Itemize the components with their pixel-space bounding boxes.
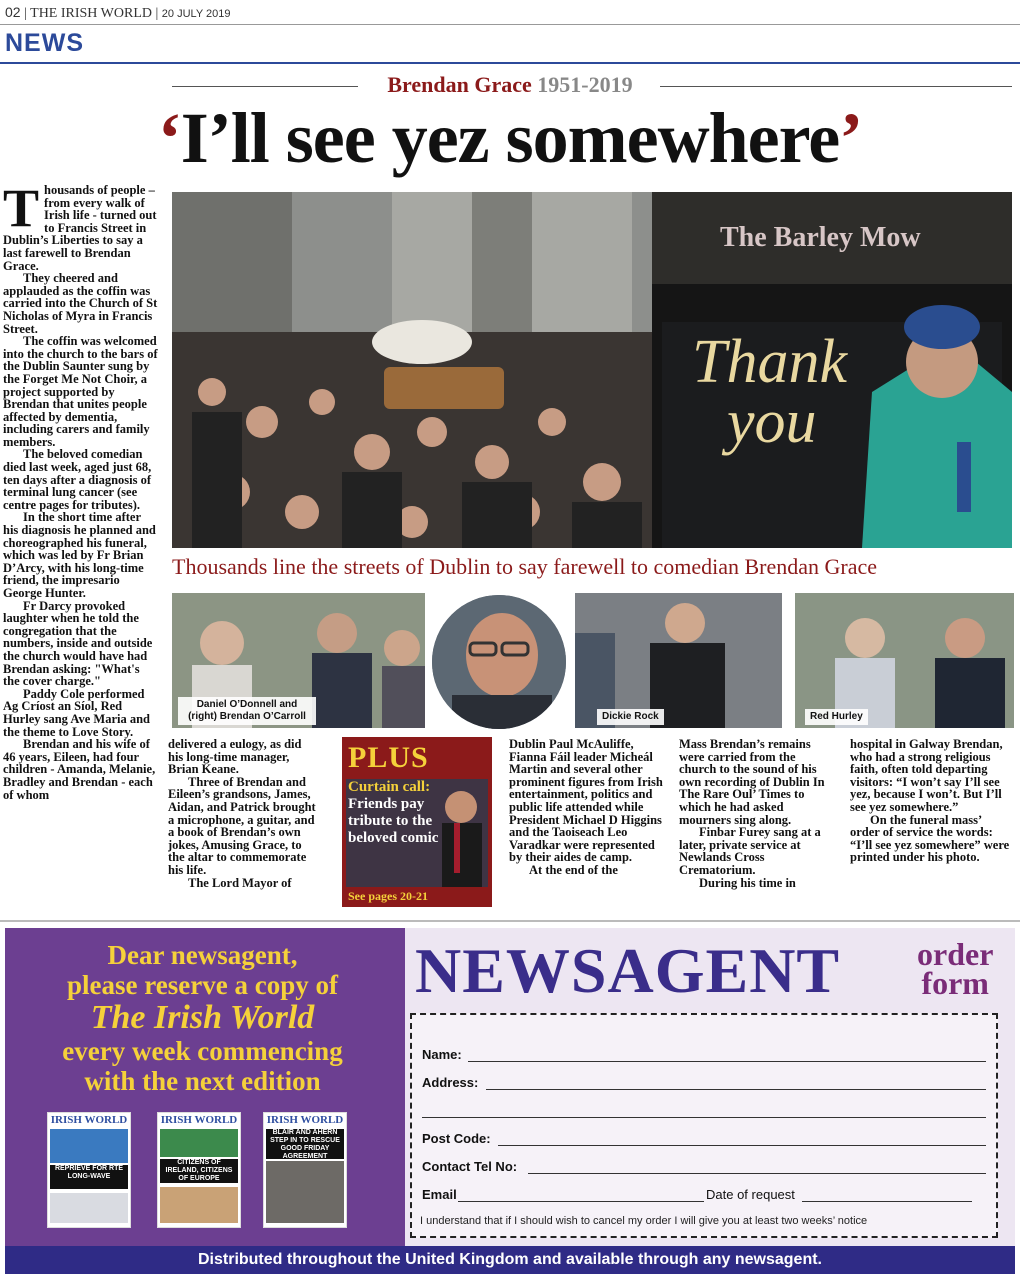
email-field-label: Email — [422, 1187, 457, 1202]
address-field[interactable] — [486, 1089, 986, 1090]
ad-promo-text — [5, 940, 400, 1096]
main-photo — [172, 192, 1012, 548]
page-number: 02 — [5, 4, 21, 20]
postcode-field-label: Post Code: — [422, 1131, 491, 1146]
photo-label: Daniel O’Donnell and (right) Brendan O’Carroll — [178, 697, 316, 725]
paragraph: Finbar Furey sang at a later, private service at Newlands Cross Crematorium. — [679, 825, 821, 877]
plus-line-2: Friends pay tribute to the beloved comic — [348, 796, 439, 846]
cover-image — [50, 1129, 128, 1163]
drop-cap: T — [3, 184, 40, 238]
email-field[interactable] — [458, 1201, 704, 1202]
cover-image — [160, 1129, 238, 1157]
paragraph: The Lord Mayor of — [188, 875, 292, 890]
kicker-years: 1951-2019 — [537, 72, 633, 97]
article-column-4 — [679, 738, 834, 908]
tel-field[interactable] — [528, 1173, 986, 1174]
section-title: NEWS — [5, 29, 84, 57]
mural-sign: The Barley Mow — [720, 222, 921, 253]
tel-field-label: Contact Tel No: — [422, 1159, 518, 1174]
header-rule — [0, 24, 1020, 25]
ad-line: every week commencing — [62, 1036, 343, 1066]
plus-photo — [346, 779, 488, 887]
publication-name: THE IRISH WORLD — [30, 6, 152, 21]
paragraph: At the end of the — [529, 862, 618, 877]
article-column-5 — [850, 738, 1010, 908]
mural-thank: Thank — [692, 328, 847, 396]
order-word: order — [917, 936, 994, 972]
paragraph: Brendan and his wife of 46 years, Eileen, had four children - Amanda, Melanie, Bradley and Brendan - each of whom — [3, 737, 156, 802]
plus-title: PLUS — [348, 741, 429, 774]
paragraph: On the funeral mass’ order of service the words: “I’ll see yez somewhere” were printed under his photo. — [850, 812, 1010, 865]
kicker — [0, 72, 1020, 98]
cover-headline: CITIZENS OF IRELAND, CITIZENS OF EUROPE — [160, 1159, 238, 1183]
paragraph: Paddy Cole performed Ag Críost an Síol, Red Hurley sang Ave Maria and the theme to Love Story. — [3, 686, 150, 739]
paragraph: Three of Brendan and Eileen’s grandsons, James, Aidan, and Patrick brought a microphone, a guitar, and a book of Brendan’s own jokes, Amusing Grace, to the altar to commemorate his life. — [168, 774, 316, 877]
ad-promo — [5, 928, 400, 1246]
article-column-3 — [509, 738, 664, 908]
cover-masthead: IRISH WORLD — [158, 1113, 240, 1127]
photo-label: Dickie Rock — [597, 709, 664, 725]
photo-brendan-ocarroll — [432, 595, 566, 729]
headline-close-quote: ’ — [839, 98, 863, 178]
ad-paper-title: The Irish World — [90, 999, 315, 1036]
form-word: form — [921, 965, 989, 1001]
plus-teaser[interactable] — [342, 737, 492, 907]
paragraph: hospital in Galway Brendan, who had a strong religious faith, often told departing visitors: “I won’t say I’ll see yez, because I won’t. But I’ll see yez somewhere.” — [850, 738, 1003, 814]
paragraph: They cheered and applauded as the coffin was carried into the Church of St Nicholas of Myra in Francis Street. — [3, 271, 158, 336]
cover-masthead: IRISH WORLD — [48, 1113, 130, 1127]
cover-headline: BLAIR AND AHERN STEP IN TO RESCUE GOOD FRIDAY AGREEMENT — [266, 1129, 344, 1159]
paragraph: In the short time after his diagnosis he planned and choreographed his funeral, which was led by Fr Brian D’Arcy, with his long-time friend, the impresario George Hunter. — [3, 510, 156, 600]
order-form-subtitle — [917, 936, 994, 1001]
order-form — [410, 1013, 998, 1238]
page-folio: 02 | THE IRISH WORLD | 20 JULY 2019 — [5, 4, 231, 21]
name-field[interactable] — [468, 1061, 986, 1062]
cover-body — [160, 1187, 238, 1223]
page-divider — [0, 920, 1020, 922]
issue-date: 20 JULY 2019 — [161, 8, 231, 20]
ad-line: Dear newsagent, — [107, 940, 298, 970]
name-field-label: Name: — [422, 1047, 462, 1062]
cover-thumbnail — [47, 1112, 131, 1228]
cover-thumbnail — [157, 1112, 241, 1228]
photo-red-hurley — [795, 593, 1014, 728]
distribution-banner: Distributed throughout the United Kingdom and available through any newsagent. — [5, 1246, 1015, 1274]
address-field-label: Address: — [422, 1075, 479, 1090]
order-form-title: NEWSAGENT — [415, 935, 841, 1006]
postcode-field[interactable] — [498, 1145, 986, 1146]
plus-headline — [348, 779, 440, 847]
cover-masthead: IRISH WORLD — [264, 1113, 346, 1127]
photo-daniel-odonnell — [172, 593, 425, 728]
address-field-line-2[interactable] — [422, 1117, 986, 1118]
paragraph: delivered a eulogy, as did his long-time manager, Brian Keane. — [168, 738, 302, 777]
plus-see-pages: See pages 20-21 — [348, 889, 428, 903]
ad-line: with the next edition — [84, 1066, 321, 1096]
cover-image — [266, 1161, 344, 1223]
cancel-notice: I understand that if I should wish to cancel my order I will give you at least two weeks’ notice — [420, 1215, 868, 1227]
paragraph: The coffin was welcomed into the church to the bars of the Dublin Saunter sung by the Forget Me Not Choir, a project supported by Brendan that unites people affected by dementia, including carers and family members. — [3, 334, 158, 449]
order-form-panel — [405, 928, 1015, 1246]
photo-dickie-rock — [575, 593, 782, 728]
headline-text: I’ll see yez somewhere — [180, 98, 840, 178]
cover-headline: REPRIEVE FOR RTE LONG-WAVE — [50, 1165, 128, 1189]
main-photo-caption: Thousands line the streets of Dublin to say farewell to comedian Brendan Grace — [172, 554, 877, 579]
article-column-2 — [168, 738, 318, 908]
date-field-label: Date of request — [706, 1187, 795, 1202]
kicker-name: Brendan Grace — [387, 72, 532, 97]
cover-thumbnail — [263, 1112, 347, 1228]
section-rule — [0, 62, 1020, 64]
cover-body — [50, 1193, 128, 1223]
newsagent-ad — [5, 928, 1015, 1274]
paragraph: Mass Brendan’s remains were carried from the church to the sound of his own recording of Dublin In The Rare Oul’ Times to which he had asked mourners sing along. — [679, 738, 825, 827]
paragraph: During his time in — [699, 875, 796, 890]
photo-label: Red Hurley — [805, 709, 868, 725]
paragraph: Fr Darcy provoked laughter when he told the congregation that the numbers, inside and outside the church would have had Brendan asking: "What's the cover charge." — [3, 598, 153, 689]
headline — [0, 98, 1020, 178]
plus-line-1: Curtain call: — [348, 779, 431, 795]
paragraph: Dublin Paul McAuliffe, Fianna Fáil leader Micheál Martin and several other prominent figures from Irish entertainment, politics and public life attended while President Michael D Higgins and the Taoiseach Leo Varadkar were represented by their aides de camp. — [509, 738, 663, 865]
paragraph: The beloved comedian died last week, aged just 68, ten days after a diagnosis of terminal lung cancer (see centre pages for tributes). — [3, 447, 152, 512]
ad-line: please reserve a copy of — [67, 970, 338, 1000]
article-column-1 — [3, 184, 158, 904]
headline-open-quote: ‘ — [157, 98, 181, 178]
mural-you: you — [727, 388, 817, 456]
date-field[interactable] — [802, 1201, 972, 1202]
paragraph: housands of people – from every walk of Irish life - turned out to Francis Street in Dublin’s Liberties to say a last farewell to Brendan Grace. — [3, 184, 157, 273]
